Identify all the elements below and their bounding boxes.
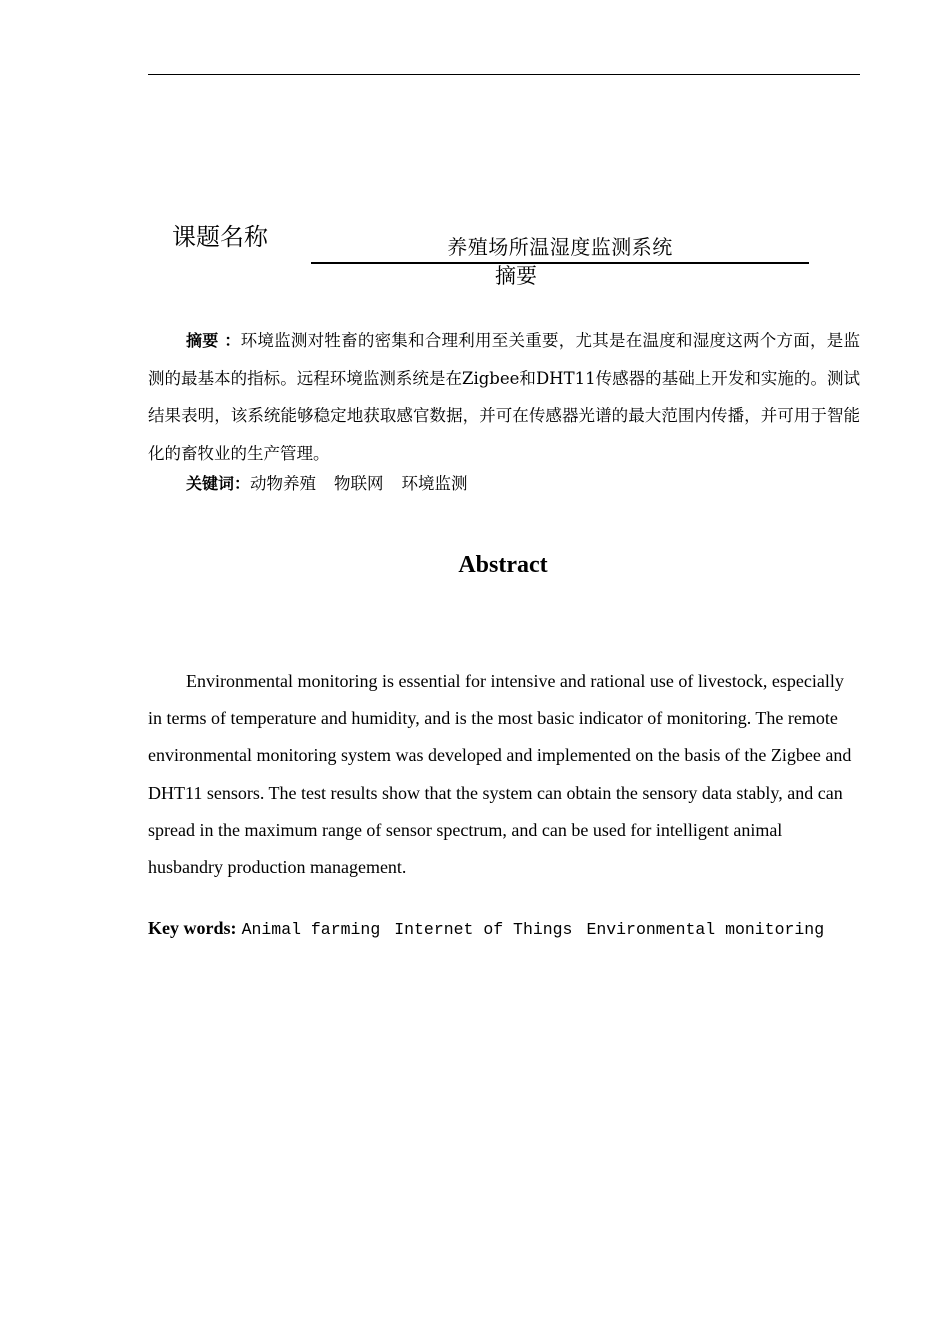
english-keywords (148, 914, 838, 944)
chinese-abstract-heading: 摘要 (495, 264, 537, 288)
title-underline (311, 232, 809, 264)
chinese-abstract-label: 摘要 ： (186, 331, 241, 350)
subject-label: 课题名称 (172, 223, 268, 251)
header-rule (148, 74, 860, 75)
chinese-keyword: 动物养殖 (250, 474, 317, 493)
english-keyword: Internet of Things (394, 920, 573, 939)
chinese-keywords (186, 470, 486, 498)
chinese-keyword: 物联网 (334, 474, 384, 493)
chinese-abstract-paragraph (148, 322, 860, 472)
english-keyword: Environmental monitoring (586, 920, 825, 939)
english-abstract-heading: Abstract (458, 552, 548, 578)
english-abstract-body: Environmental monitoring is essential for intensive and rational use of livestock, especially in terms of temperature and humidity, and is the most basic indicator of monitoring. The remote environmental monitoring system was developed and implemented on the basis of the Zigbee and DHT11 sensors. The test results show that the system can obtain the sensory data stably, and can spread in the maximum range of sensor spectrum, and can be used for intelligent animal husbandry production management. (148, 671, 852, 878)
english-keyword: Animal farming (241, 920, 381, 939)
chinese-keyword: 环境监测 (401, 474, 468, 493)
chinese-keywords-label: 关键词： (186, 474, 251, 493)
chinese-abstract-body: 环境监测对牲畜的密集和合理利用至关重要，尤其是在温度和湿度这两个方面，是监测的最基本的指标。远程环境监测系统是在Zigbee和DHT11传感器的基础上开发和实施的。测试结果表明，该系统能够稳定地获取感官数据，并可在传感器光谱的最大范围内传播，并可用于智能化的畜牧业的生产管理。 (148, 331, 861, 463)
english-keywords-label: Key words: (148, 918, 237, 938)
thesis-title: 养殖场所温湿度监测系统 (447, 235, 673, 259)
